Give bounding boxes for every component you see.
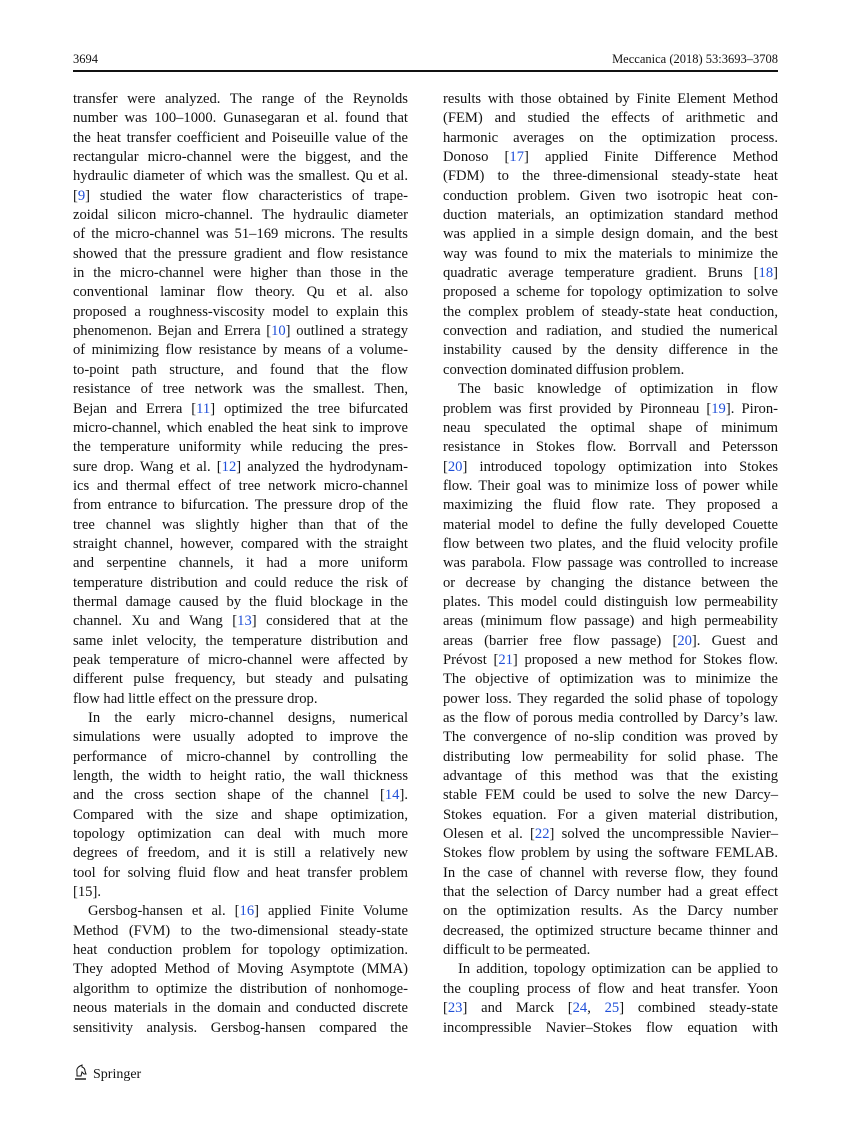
text-line: proposed a roughness-viscosity model to explain this [73,303,408,320]
text-line: hydraulic diameter of which was the smallest. Qu et al. [73,168,408,185]
text-line: to-point path structure, and found that the flow [73,361,408,378]
text-line: conduction problem. Given two isotropic heat con- [443,187,778,204]
text-line: They adopted Method of Moving Asymptote (MMA) [73,961,408,978]
footer [73,1064,141,1086]
text-line: Stokes equation. For a given material distribution, [443,806,778,823]
text-line: [15]. [73,884,101,901]
citation-link[interactable]: 14 [384,787,400,804]
text-line: problem was first provided by Pironneau [19]. Piron- [443,400,779,417]
text-line: of minimizing flow resistance by means of a volume- [73,342,408,359]
text-line: topology optimization can deal with much more [73,826,408,843]
text-line: tree channel was slightly higher than that of the [73,516,408,533]
text-line: incompressible Navier–Stokes flow equation with [443,1019,778,1036]
citation-link[interactable]: 19 [711,400,726,417]
text-line: decreased, the optimized structure became thinner and [443,922,778,939]
text-line: different pulse frequency, but steady and pulsating [73,671,408,688]
text-line: In the early micro-channel designs, numerical [88,710,408,726]
text-line: Stokes flow problem by using the software FEMLAB. [443,845,778,862]
text-line: number was 100–1000. Gunasegaran et al. found that [73,110,408,127]
text-line: flow between two plates, and the fluid velocity profile [443,535,778,552]
text-line: results with those obtained by Finite Element Method [443,91,778,107]
text-line: channel. Xu and Wang [13] considered that at the [73,613,408,630]
text-line: Compared with the size and shape optimization, [73,806,408,823]
text-line: flow had little effect on the pressure drop. [73,690,318,707]
text-line: degrees of freedom, and it is still a relatively new [73,845,408,862]
text-line: showed that the pressure gradient and flow resistance [73,245,408,262]
text-line: resistance in Stokes flow. Borrvall and Petersson [443,439,778,456]
text-line: the heat transfer coefficient and Poiseuille value of the [73,129,408,146]
text-line: distributing low permeability for solid phase. The [443,748,778,765]
text-line: zoidal silicon micro-channel. The hydraulic diameter [73,207,408,224]
text-line: was parabola. Flow passage was controlled to increase [443,555,778,572]
text-line: performance of micro-channel by controlling the [73,748,408,765]
text-line: material model to define the fully developed Couette [443,516,778,533]
header-rule [73,70,778,72]
citation-link[interactable]: 9 [77,187,86,204]
text-line: algorithm to optimize the distribution of nonhomoge- [73,980,408,997]
text-line: convection dominated diffusion problem. [443,361,685,378]
text-line: same inlet velocity, the temperature distribution and [73,632,408,649]
text-line: ics and thermal effect of tree network micro-channel [73,477,408,494]
text-line: of the micro-channel was 51–169 microns. The results [73,226,408,243]
text-line: length, the width to height ratio, the wall thickness [73,768,408,785]
text-line: plates. This model could distinguish low permeability [443,593,778,610]
citation-link[interactable]: 13 [237,613,252,630]
text-line: Gersbog-hansen et al. [16] applied Finite Volume [88,903,408,920]
citation-link[interactable]: 23 [447,1000,463,1017]
text-line: In addition, topology optimization can be applied to [458,961,778,978]
text-line: instability caused by the density difference in the [443,342,778,359]
citation-link[interactable]: 12 [221,458,237,475]
text-line: In the case of channel with reverse flow, they found [443,864,778,881]
text-line: maximizing the fluid flow rate. They proposed a [443,497,778,514]
text-line: resistance of tree network was the smallest. Then, [73,381,408,398]
text-line: convection and radiation, and studied the numerical [443,323,778,340]
journal-reference: Meccanica (2018) 53:3693–3708 [612,52,778,66]
right-column [443,90,778,1038]
text-line: duction materials, an optimization standard method [443,207,778,224]
citation-link[interactable]: 25 [604,1000,620,1017]
text-line: sure drop. Wang et al. [12] analyzed the hydrodynam- [73,458,408,475]
text-line: phenomenon. Bejan and Errera [10] outlined a strategy [73,323,409,340]
citation-link[interactable]: 24 [572,1000,588,1017]
citation-link[interactable]: 21 [498,651,513,668]
text-line: from entrance to bifurcation. The pressure drop of the [73,497,408,514]
text-line: areas (barrier free flow passage) [20]. Guest and [443,632,778,649]
citation-link[interactable]: 11 [196,400,211,417]
text-line: The convergence of no-slip condition was proved by [443,729,778,746]
text-line: simulations were usually adopted to improve the [73,729,408,746]
text-line: sensitivity analysis. Gersbog-hansen compared the [73,1019,408,1036]
text-line: flow. Their goal was to minimize loss of power while [443,477,778,494]
springer-horse-icon [73,1064,88,1086]
text-line: Olesen et al. [22] solved the uncompressible Navier– [443,826,779,843]
text-line: (FDM) to the three-dimensional steady-state heat [443,168,778,185]
citation-link[interactable]: 16 [239,903,255,920]
left-column [73,90,408,1038]
text-line: stable FEM could be used to solve the new Darcy– [443,787,778,804]
text-line: on the optimization results. As the Darcy number [443,903,778,920]
publisher-name: Springer [93,1067,142,1082]
text-line: or decrease by changing the distance between the [443,574,778,591]
text-line: conventional laminar flow theory. Qu et al. also [73,284,408,301]
text-line: that the selection of Darcy number had a great effect [443,884,778,901]
text-line: micro-channel, which enabled the heat sink to improve [73,419,408,436]
text-line: rectangular micro-channel were the biggest, and the [73,149,408,166]
page-number: 3694 [73,52,98,66]
text-line: the coupling process of flow and heat transfer. Yoon [443,980,778,997]
text-line: the temperature uniformity while reducing the pres- [73,439,408,456]
text-line: power loss. They regarded the solid phase of topology [443,690,778,707]
text-line: in the micro-channel were higher than those in the [73,265,408,282]
text-line: Bejan and Errera [11] optimized the tree bifurcated [73,400,408,417]
text-line: difficult to be permeated. [443,942,591,959]
text-line: was applied in a simple design domain, and the best [443,226,778,243]
text-line: (FEM) and studied the effects of arithmetic and [443,110,778,127]
citation-link[interactable]: 17 [509,149,525,166]
text-line: thermal damage caused by the fluid blockage in the [73,593,408,610]
text-line: advantage of this method was that the existing [443,768,778,785]
text-line: [23] and Marck [24, 25] combined steady-state [443,1000,779,1017]
text-line: straight channel, however, compared with the straight [73,535,408,552]
text-line: and the cross section shape of the channel [14]. [73,787,408,804]
citation-link[interactable]: 10 [271,323,286,340]
text-line: Prévost [21] proposed a new method for Stokes flow. [443,651,778,668]
text-line: The basic knowledge of optimization in flow [458,381,778,398]
text-line: the complex problem of steady-state heat conduction, [443,303,778,320]
text-line: [20] introduced topology optimization into Stokes [443,458,778,475]
text-line: temperature distribution and could reduce the risk of [73,574,408,591]
text-line: heat conduction problem for topology optimization. [73,942,408,959]
text-line: quadratic average temperature gradient. Bruns [18] [443,265,778,282]
text-line: proposed a scheme for topology optimization to solve [443,284,778,301]
text-line: transfer were analyzed. The range of the Reynolds [73,91,408,107]
text-line: Method (FVM) to the two-dimensional steady-state [73,922,408,939]
citation-link[interactable]: 22 [534,826,550,843]
text-line: The objective of optimization was to minimize the [443,671,778,688]
text-line: neous materials in the domain and conducted discrete [73,1000,408,1017]
citation-link[interactable]: 18 [758,265,774,282]
text-line: tool for solving fluid flow and heat transfer problem [73,864,408,881]
citation-link[interactable]: 20 [677,632,692,649]
text-line: [9] studied the water flow characteristics of trape- [73,187,408,204]
text-line: way was found to mix the materials to minimize the [443,245,778,262]
text-line: areas (minimum flow passage) and high permeability [443,613,778,630]
text-line: harmonic averages on the optimization process. [443,129,778,146]
text-line: Donoso [17] applied Finite Difference Method [443,149,778,166]
text-line: and serpentine channels, it had a more uniform [73,555,408,572]
text-line: neau speculated the optimal shape of minimum [443,419,778,436]
text-line: as the flow of porous media controlled by Darcy’s law. [443,710,778,726]
text-line: peak temperature of micro-channel were affected by [73,651,408,668]
citation-link[interactable]: 20 [447,458,463,475]
